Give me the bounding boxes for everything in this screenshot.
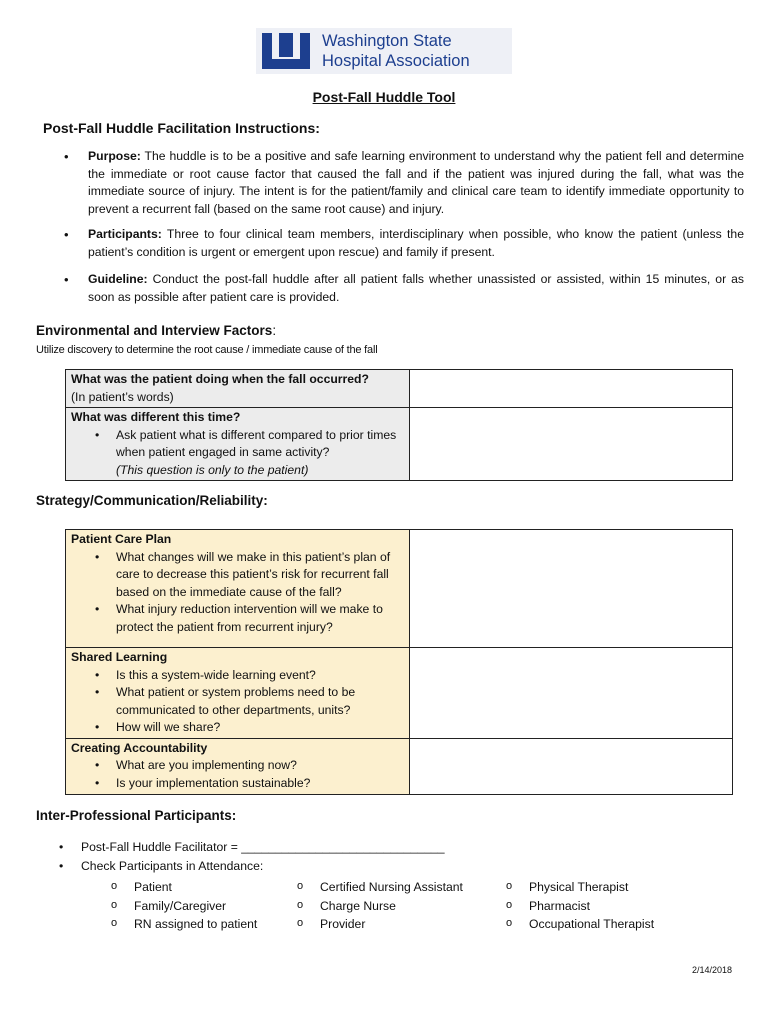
- instructions-list: [64, 148, 744, 218]
- check-participants-label: • Check Participants in Attendance:: [57, 857, 445, 876]
- environmental-heading: [36, 323, 276, 338]
- table-row: [66, 738, 733, 794]
- document-date: 2/14/2018: [691, 965, 732, 975]
- doing-question-cell: [66, 370, 410, 408]
- participants-label: Participants:: [88, 227, 162, 241]
- participant-options-col-3: [506, 878, 654, 934]
- wsha-logo-mark-icon: [256, 28, 316, 74]
- list-item: • What are you implementing now?: [95, 757, 404, 775]
- list-item: • What changes will we make in this patient’s plan of care to decrease this patient’s risk for recurrent fall based on the immediate cause of the fall?: [95, 549, 404, 602]
- option-physical-therapist[interactable]: o Physical Therapist: [506, 878, 654, 897]
- guideline-label: Guideline:: [88, 272, 148, 286]
- participants-list: [57, 838, 445, 876]
- doing-question: What was the patient doing when the fall occurred?: [71, 372, 369, 386]
- participant-options-col-1: [111, 878, 257, 934]
- wsha-logo: [256, 28, 512, 74]
- list-item: • Is your implementation sustainable?: [95, 775, 404, 793]
- strategy-table: [65, 529, 733, 795]
- table-row: [66, 408, 733, 481]
- environmental-subtext: Utilize discovery to determine the root cause / immediate cause of the fall: [36, 344, 378, 356]
- shared-learning-title: Shared Learning: [71, 650, 168, 664]
- option-patient[interactable]: o Patient: [111, 878, 257, 897]
- different-answer-field[interactable]: [410, 408, 733, 481]
- option-pharmacist[interactable]: o Pharmacist: [506, 897, 654, 916]
- table-row: [66, 648, 733, 739]
- care-plan-list: [71, 549, 404, 637]
- care-plan-cell: [66, 530, 410, 648]
- guideline-item: [64, 271, 744, 306]
- different-question: What was different this time?: [71, 410, 241, 424]
- different-question-list: [71, 427, 404, 480]
- participants-heading: Inter-Professional Participants:: [36, 808, 237, 823]
- accountability-title: Creating Accountability: [71, 740, 208, 755]
- shared-learning-list: [71, 667, 404, 737]
- table-row: [66, 370, 733, 408]
- doing-answer-field[interactable]: [410, 370, 733, 408]
- accountability-answer-field[interactable]: [410, 738, 733, 794]
- participants-text: Three to four clinical team members, interdisciplinary when possible, who know the patient (unless the patient’s condition is urgent or emergent upon rescue) and family if present.: [88, 227, 744, 259]
- accountability-list: [71, 757, 404, 792]
- environmental-heading-colon: :: [272, 323, 277, 338]
- purpose-label: Purpose:: [88, 149, 141, 163]
- accountability-cell: [66, 738, 410, 794]
- instructions-heading: Post-Fall Huddle Facilitation Instructions:: [43, 120, 320, 136]
- list-item: [95, 427, 404, 480]
- document-title: [0, 89, 768, 105]
- purpose-text: The huddle is to be a positive and safe learning environment to understand why the patient fell and determine the immediate or root cause factor that caused the fall and if the patient was injured during the fall, what was the immediate source of injury. The intent is for the patient/family and clinical care team to identify immediate opportunity to prevent a recurrent fall (based on the same root cause) and injury.: [88, 149, 744, 216]
- option-occupational-therapist[interactable]: o Occupational Therapist: [506, 915, 654, 934]
- guideline-text: Conduct the post-fall huddle after all patient falls whether unassisted or assisted, within 15 minutes, or as soon as possible after patient care is provided.: [88, 272, 744, 304]
- option-rn-assigned[interactable]: o RN assigned to patient: [111, 915, 257, 934]
- shared-learning-cell: [66, 648, 410, 739]
- wsha-logo-text: [316, 31, 470, 71]
- environmental-heading-text: Environmental and Interview Factors: [36, 323, 273, 338]
- logo-line-2: Hospital Association: [322, 52, 470, 70]
- doing-question-note: (In patient’s words): [71, 389, 174, 404]
- different-question-bullet: Ask patient what is different compared to prior times when patient engaged in same activity?: [116, 427, 397, 459]
- option-provider[interactable]: o Provider: [297, 915, 463, 934]
- care-plan-title: Patient Care Plan: [71, 532, 172, 546]
- participants-item: [64, 226, 744, 261]
- logo-line-1: Washington State: [322, 32, 452, 50]
- list-item: • How will we share?: [95, 719, 404, 737]
- facilitator-line[interactable]: • Post-Fall Huddle Facilitator = ______________________________: [57, 838, 445, 857]
- list-item: • What injury reduction intervention will we make to protect the patient from recurrent injury?: [95, 601, 404, 636]
- list-item: • What patient or system problems need to be communicated to other departments, units?: [95, 684, 404, 719]
- different-question-cell: [66, 408, 410, 481]
- care-plan-answer-field[interactable]: [410, 530, 733, 648]
- option-family-caregiver[interactable]: o Family/Caregiver: [111, 897, 257, 916]
- participants-item-wrap: [64, 226, 744, 261]
- option-cna[interactable]: o Certified Nursing Assistant: [297, 878, 463, 897]
- shared-learning-answer-field[interactable]: [410, 648, 733, 739]
- participant-options-col-2: [297, 878, 463, 934]
- option-charge-nurse[interactable]: o Charge Nurse: [297, 897, 463, 916]
- environmental-table: [65, 369, 733, 481]
- document-title-text: Post-Fall Huddle Tool: [312, 89, 456, 105]
- purpose-item: [64, 148, 744, 218]
- different-question-italic: (This question is only to the patient): [116, 462, 309, 477]
- strategy-heading: Strategy/Communication/Reliability:: [36, 493, 268, 508]
- list-item: • Is this a system-wide learning event?: [95, 667, 404, 685]
- guideline-item-wrap: [64, 271, 744, 306]
- table-row: [66, 530, 733, 648]
